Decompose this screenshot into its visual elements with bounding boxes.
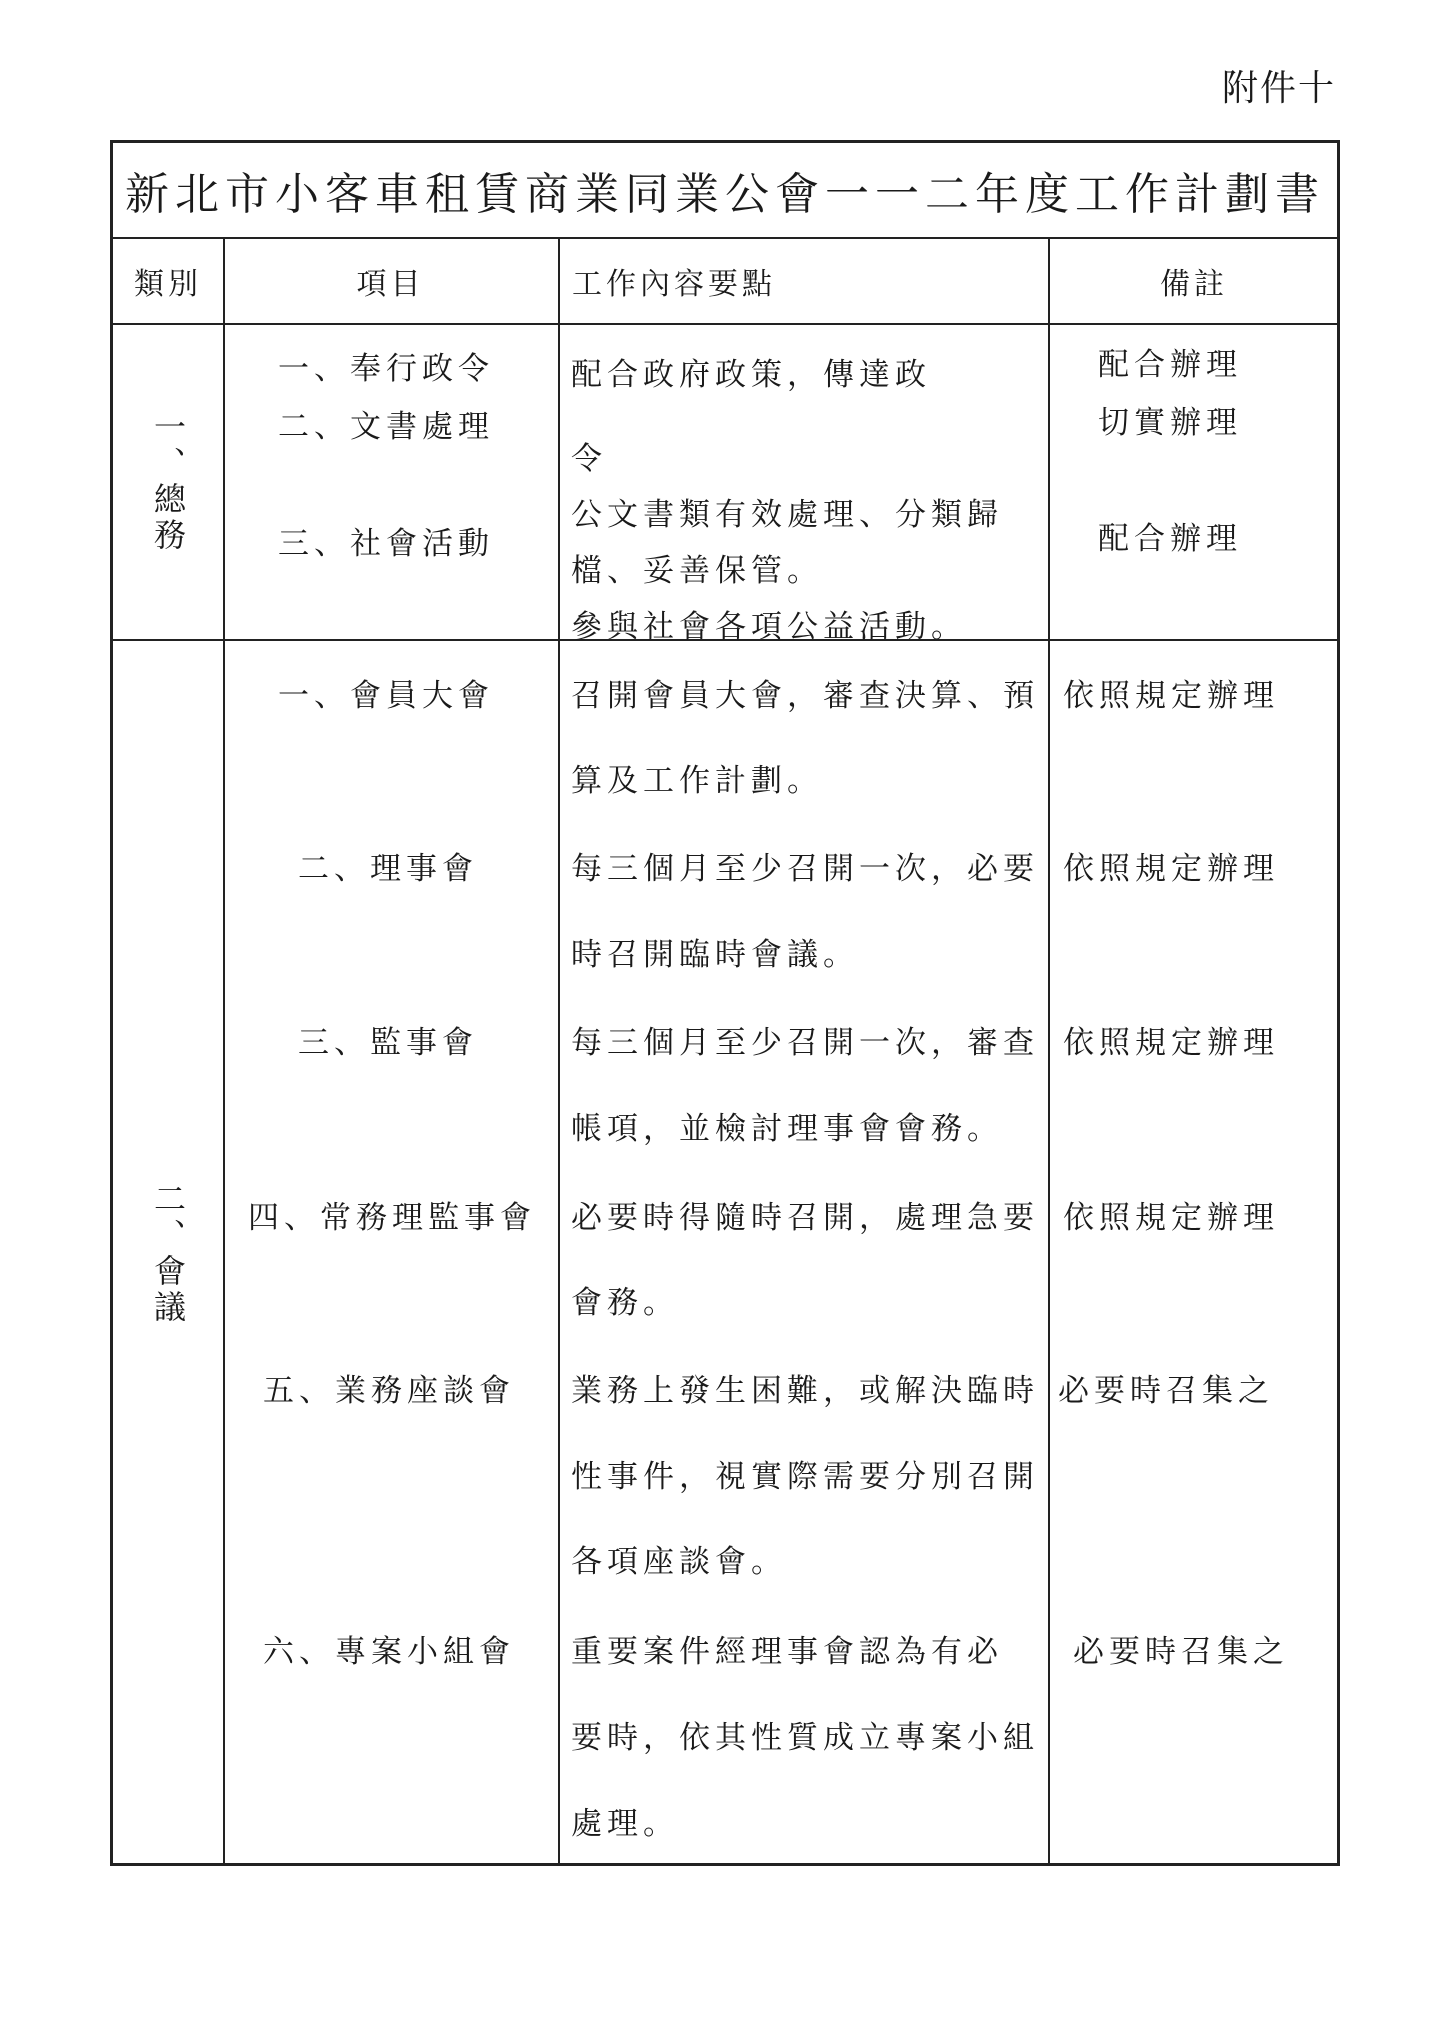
header-category: 類別 xyxy=(113,239,223,325)
remark-label: 配合辦理 xyxy=(1098,521,1242,557)
remark-label: 配合辦理 xyxy=(1098,347,1242,383)
work-plan-table xyxy=(110,140,1340,1866)
item-label: 一、會員大會 xyxy=(278,678,494,714)
item-label: 一、奉行政令 xyxy=(278,351,494,387)
content-line: 時召開臨時會議。 xyxy=(571,937,859,973)
column-divider xyxy=(223,239,225,1866)
content-line: 每三個月至少召開一次，審查 xyxy=(571,1025,1039,1061)
item-label: 四、常務理監事會 xyxy=(248,1200,536,1236)
content-line: 參與社會各項公益活動。 xyxy=(571,609,967,645)
content-line: 重要案件經理事會認為有必 xyxy=(571,1634,1003,1670)
header-remark: 備註 xyxy=(1048,239,1340,325)
section-category-general: 一、總務 xyxy=(149,410,187,554)
item-label: 二、文書處理 xyxy=(278,409,494,445)
section-category-meetings: 二、會議 xyxy=(149,1181,187,1326)
content-line: 令 xyxy=(571,441,607,477)
content-line: 每三個月至少召開一次，必要 xyxy=(571,851,1039,887)
content-line: 處理。 xyxy=(571,1806,679,1842)
item-label: 二、理事會 xyxy=(298,851,478,887)
content-line: 各項座談會。 xyxy=(571,1544,787,1580)
item-label: 五、業務座談會 xyxy=(263,1373,515,1409)
content-line: 檔、妥善保管。 xyxy=(571,553,823,589)
content-line: 帳項，並檢討理事會會務。 xyxy=(571,1111,1003,1147)
remark-label: 依照規定辦理 xyxy=(1063,1200,1279,1236)
item-label: 六、專案小組會 xyxy=(263,1634,515,1670)
content-line: 召開會員大會，審查決算、預 xyxy=(571,678,1039,714)
item-label: 三、監事會 xyxy=(298,1025,478,1061)
remark-label: 依照規定辦理 xyxy=(1063,851,1279,887)
content-line: 會務。 xyxy=(571,1285,679,1321)
annex-label: 附件十 xyxy=(1221,68,1336,109)
remark-label: 依照規定辦理 xyxy=(1063,1025,1279,1061)
remark-label: 切實辦理 xyxy=(1098,405,1242,441)
column-divider xyxy=(1048,239,1050,1866)
item-label: 三、社會活動 xyxy=(278,526,494,562)
content-line: 公文書類有效處理、分類歸 xyxy=(571,497,1003,533)
content-line: 性事件，視實際需要分別召開 xyxy=(571,1459,1039,1495)
content-line: 算及工作計劃。 xyxy=(571,763,823,799)
content-line: 要時，依其性質成立專案小組 xyxy=(571,1720,1039,1756)
column-divider xyxy=(558,239,560,1866)
remark-label: 依照規定辦理 xyxy=(1063,678,1279,714)
content-line: 業務上發生困難，或解決臨時 xyxy=(571,1373,1039,1409)
document-title: 新北市小客車租賃商業同業公會一一二年度工作計劃書 xyxy=(113,143,1337,239)
header-item: 項目 xyxy=(223,239,558,325)
remark-label: 必要時召集之 xyxy=(1073,1634,1289,1670)
remark-label: 必要時召集之 xyxy=(1058,1373,1274,1409)
content-line: 配合政府政策，傳達政 xyxy=(571,357,931,393)
header-content: 工作內容要點 xyxy=(558,239,1048,325)
content-line: 必要時得隨時召開，處理急要 xyxy=(571,1200,1039,1236)
